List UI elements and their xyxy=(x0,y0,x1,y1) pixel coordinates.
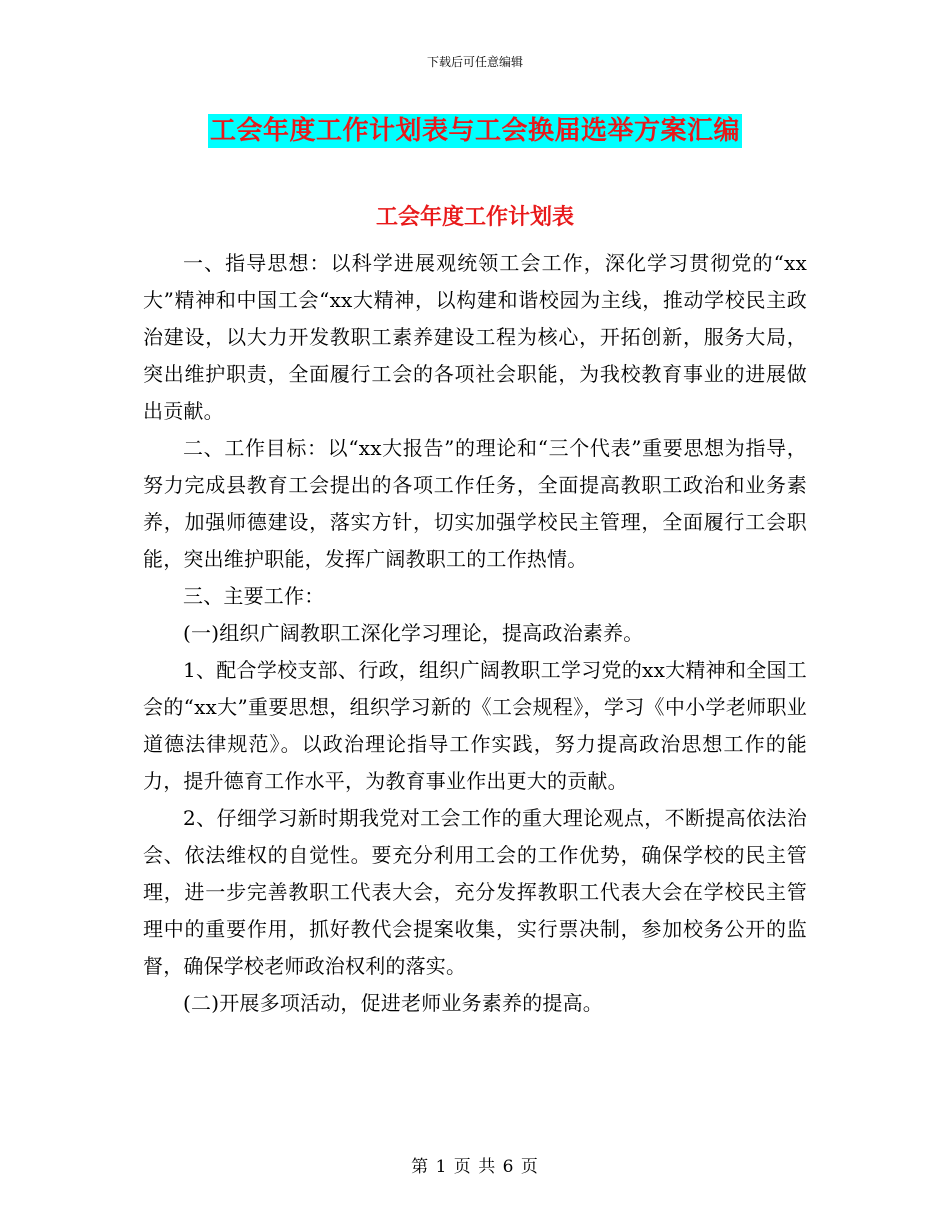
paragraph-section-two-heading: (二)开展多项活动，促进老师业务素养的提高。 xyxy=(183,991,604,1015)
sub-title: 工会年度工作计划表 xyxy=(375,204,574,230)
paragraph-section-one-heading: (一)组织广阔教职工深化学习理论，提高政治素养。 xyxy=(183,621,644,645)
main-title-container xyxy=(0,114,950,148)
paragraph-item-1: 1、配合学校支部、行政，组织广阔教职工学习党的xx大精神和全国工会的“xx大”重要思想，组织学习新的《工会规程》，学习《中小学老师职业道德法律规范》。以政治理论指导工作实践，努力提高政治思想工作的能力，提升德育工作水平，为教育事业作出更大的贡献。 xyxy=(143,658,807,793)
document-body xyxy=(143,245,807,1022)
main-title: 工会年度工作计划表与工会换届选举方案汇编 xyxy=(209,116,740,146)
page-footer: 第 1 页 共 6 页 xyxy=(411,1157,539,1177)
paragraph-guiding-thought: 一、指导思想：以科学进展观统领工会工作，深化学习贯彻党的“xx大”精神和中国工会“xx大精神，以构建和谐校园为主线，推动学校民主政治建设，以大力开发教职工素养建设工程为核心，开拓创新，服务大局，突出维护职责，全面履行工会的各项社会职能，为我校教育事业的进展做出贡献。 xyxy=(143,251,807,423)
paragraph-item-2: 2、仔细学习新时期我党对工会工作的重大理论观点，不断提高依法治会、依法维权的自觉性。要充分利用工会的工作优势，确保学校的民主管理，进一步完善教职工代表大会，充分发挥教职工代表大会在学校民主管理中的重要作用，抓好教代会提案收集，实行票决制，参加校务公开的监督，确保学校老师政治权利的落实。 xyxy=(143,806,807,978)
paragraph-work-goals: 二、工作目标：以“xx大报告”的理论和“三个代表”重要思想为指导，努力完成县教育工会提出的各项工作任务，全面提高教职工政治和业务素养，加强师德建设，落实方针，切实加强学校民主管理，全面履行工会职能，突出维护职能，发挥广阔教职工的工作热情。 xyxy=(143,436,807,571)
header-note: 下载后可任意编辑 xyxy=(426,55,523,69)
paragraph-main-work-heading: 三、主要工作： xyxy=(183,584,325,608)
